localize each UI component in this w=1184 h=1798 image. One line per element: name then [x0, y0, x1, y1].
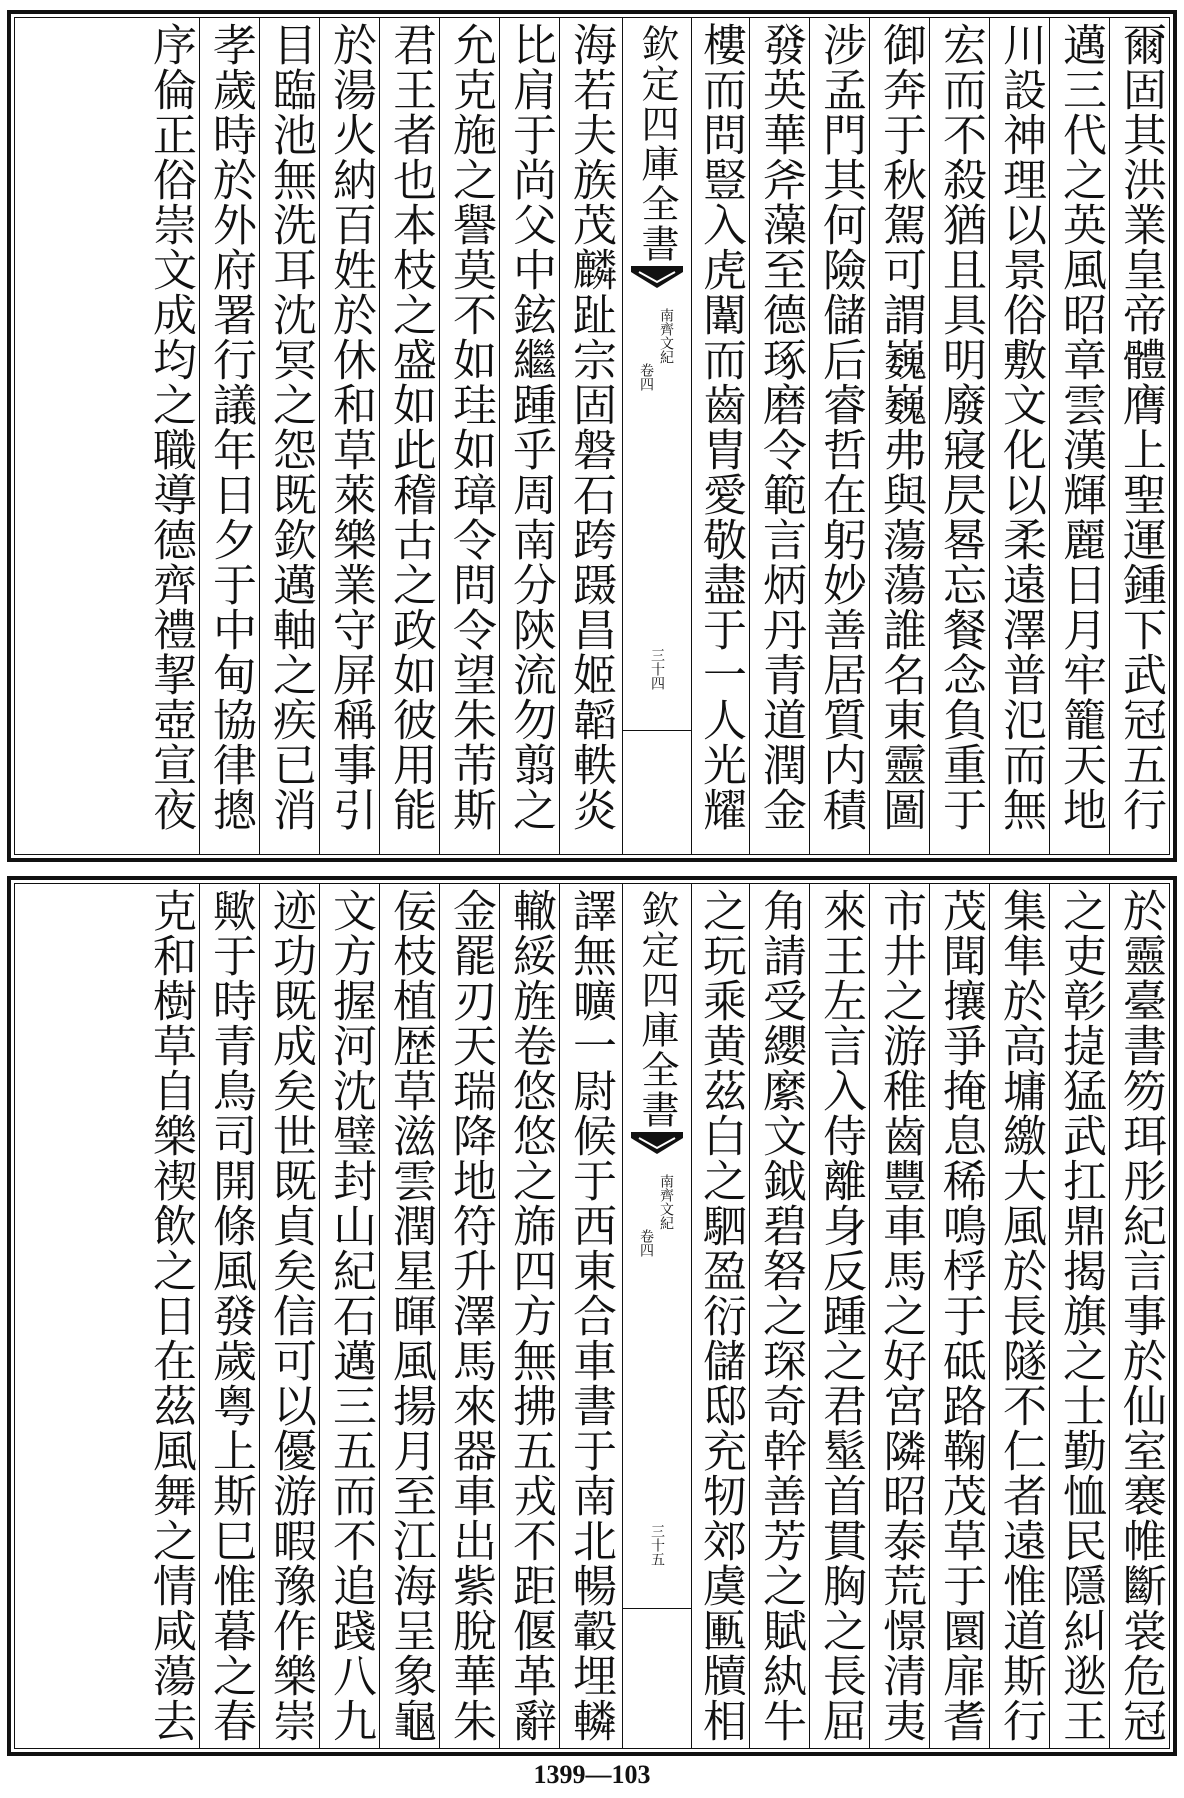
- fold-rule: [623, 730, 691, 731]
- center-fold: [622, 884, 692, 1748]
- column-rule: [559, 18, 560, 854]
- text-column: 克和樹草自樂禊飲之日在茲風舞之情咸蕩去: [145, 888, 196, 1743]
- collection-name: 南齊文紀: [658, 1174, 674, 1230]
- volume-label: 卷四: [638, 1229, 654, 1257]
- text-column: 序倫正俗崇文成均之職導德齊禮挈壺宣夜: [145, 22, 196, 832]
- text-column: 來王左言入侍離身反踵之君髽首貫胸之長屈: [815, 888, 866, 1743]
- text-column: 孝歲時於外府署行議年日夕于中甸協律摠: [205, 22, 256, 832]
- column-rule: [809, 884, 810, 1748]
- text-column: 於湯火納百姓於休和草萊樂業守屏稱事引: [325, 22, 376, 832]
- column-rule: [1109, 18, 1110, 854]
- column-rule: [439, 884, 440, 1748]
- column-rule: [499, 18, 500, 854]
- column-rule: [259, 18, 260, 854]
- column-rule: [989, 18, 990, 854]
- text-column: 川設神理以景俗敷文化以柔遠澤普氾而無: [995, 22, 1046, 832]
- column-rule: [319, 884, 320, 1748]
- column-rule: [1049, 18, 1050, 854]
- text-column: 集隼於高墉繳大風於長隧不仁者遠惟道斯行: [995, 888, 1046, 1743]
- column-rule: [379, 18, 380, 854]
- column-rule: [749, 884, 750, 1748]
- text-column: 涉孟門其何險儲后睿哲在躬妙善居質内積: [815, 22, 866, 832]
- text-column: 譯無曠一尉候于西東合車書于南北暢轂埋轔: [565, 888, 616, 1743]
- text-column: 迹功既成矣世既貞矣信可以優游暇豫作樂崇: [265, 888, 316, 1743]
- column-rule: [1049, 884, 1050, 1748]
- text-column: 御奔于秋駕可謂巍巍弗與蕩蕩誰名東靈圖: [875, 22, 926, 832]
- column-rule: [379, 884, 380, 1748]
- column-rule: [929, 884, 930, 1748]
- column-rule: [199, 18, 200, 854]
- column-rule: [869, 884, 870, 1748]
- text-column: 目臨池無洗耳沈冥之怨既欽邁軸之疾已消: [265, 22, 316, 832]
- text-column: 宏而不殺猶且具明廢寢昃晷忘餐念負重于: [935, 22, 986, 832]
- column-rule: [559, 884, 560, 1748]
- column-rule: [319, 18, 320, 854]
- text-column: 樓而問豎入虎闈而齒胄愛敬盡于一人光耀: [695, 22, 746, 832]
- text-column: 轍綏旌卷悠悠之旆四方無拂五戎不距偃革辭: [505, 888, 556, 1743]
- page-bottom: [7, 876, 1177, 1756]
- text-column: 歟于時青鳥司開條風發歲粤上斯巳惟暮之春: [205, 888, 256, 1743]
- fishtail-ornament: [631, 1132, 683, 1156]
- text-column: 之吏彰㨗猛武扛鼎揭旗之士勤恤民隱糾逖王: [1055, 888, 1106, 1743]
- text-column: 角請受纓縻文鉞碧砮之琛奇幹善芳之賦紈牛: [755, 888, 806, 1743]
- text-column: 金罷刃天瑞降地符升澤馬來器車出紫脫華朱: [445, 888, 496, 1743]
- column-rule: [259, 884, 260, 1748]
- book-title: 欽定四庫全書: [635, 890, 679, 1130]
- column-rule: [439, 18, 440, 854]
- column-rule: [1109, 884, 1110, 1748]
- column-rule: [199, 884, 200, 1748]
- page-number: 三十五: [649, 1524, 665, 1566]
- fishtail-ornament: [631, 266, 683, 290]
- text-column: 君王者也本枝之盛如此稽古之政如彼用能: [385, 22, 436, 832]
- text-column: 允克施之譽莫不如珪如璋令問令望朱芾斯: [445, 22, 496, 832]
- volume-label: 卷四: [638, 363, 654, 391]
- column-rule: [749, 18, 750, 854]
- collection-name: 南齊文紀: [658, 308, 674, 364]
- text-column: 海若夫族茂麟趾宗固磐石跨蹑昌姬韜軼炎: [565, 22, 616, 832]
- book-title: 欽定四庫全書: [635, 24, 679, 264]
- column-rule: [989, 884, 990, 1748]
- center-fold: [622, 18, 692, 854]
- page-top: [7, 10, 1177, 862]
- text-column: 邁三代之英風昭章雲漢輝麗日月牢籠天地: [1055, 22, 1106, 832]
- text-column: 佞枝植歴草滋雲潤星暉風揚月至江海呈象龜: [385, 888, 436, 1743]
- text-column: 之玩乘黄茲白之駟盈衍儲邸充牣郊虞匭牘相: [695, 888, 746, 1743]
- text-column: 發英華斧藻至德琢磨令範言炳丹青道潤金: [755, 22, 806, 832]
- text-column: 爾固其洪業皇帝體膺上聖運鍾下武冠五行: [1115, 22, 1166, 832]
- column-rule: [869, 18, 870, 854]
- fold-rule: [623, 1608, 691, 1609]
- column-rule: [499, 884, 500, 1748]
- text-column: 茂聞攘爭掩息稀鳴桴于砥路鞠茂草于圜扉耆: [935, 888, 986, 1743]
- page-code: 1399—103: [533, 1760, 651, 1789]
- text-column: 於靈臺書笏珥彤紀言事於仙室褰帷斷裳危冠: [1115, 888, 1166, 1743]
- page-number: 三十四: [649, 648, 665, 690]
- column-rule: [809, 18, 810, 854]
- text-column: 比肩于尚父中鉉繼踵乎周南分陝流勿翦之: [505, 22, 556, 832]
- text-column: 市井之游稚齒豐車馬之好宮隣昭泰荒憬清夷: [875, 888, 926, 1743]
- column-rule: [929, 18, 930, 854]
- text-column: 文方握河沈璧封山紀石邁三五而不追踐八九: [325, 888, 376, 1743]
